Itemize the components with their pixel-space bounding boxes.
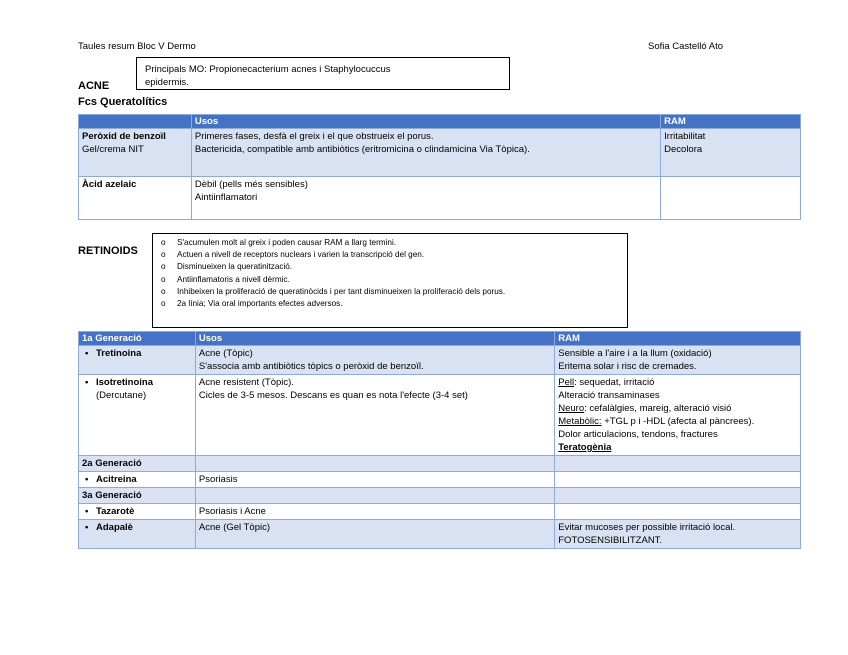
ram-neuro-label: Neuro [558, 403, 585, 414]
list-item: o 2a línia; Via oral importants efectes adversos. [161, 298, 627, 310]
generation-label: 2a Generació [82, 458, 142, 469]
header-cell-usos: Usos [191, 115, 660, 129]
table-row [79, 488, 801, 504]
header-cell-ram: RAM [661, 115, 801, 129]
table-row [79, 375, 801, 456]
ram-line: Eritema solar i risc de cremades. [558, 361, 697, 372]
usos-line: Acne (Tòpic) [198, 348, 253, 359]
drug-name: Àcid azelaic [82, 179, 137, 190]
usos-line: Primeres fases, desfà el greix i el que obstrueix el porus. [194, 131, 434, 142]
retinoids-info-box [152, 233, 628, 328]
usos-line: Aintiinflamatori [194, 192, 258, 203]
table-row [79, 504, 801, 520]
mo-line-2: epidermis. [145, 77, 189, 88]
ram-line [558, 415, 797, 428]
ram-line: Alteració transaminases [558, 390, 660, 401]
header-cell-generacio: 1a Generació [79, 332, 196, 346]
queratolitics-title: Fcs Queratolítics [78, 96, 168, 108]
generation-label: 3a Generació [82, 490, 142, 501]
ram-line: Decolora [664, 144, 703, 155]
retinoids-table [78, 331, 801, 549]
ram-pell-text: : sequedat, irritació [574, 377, 655, 388]
table-header-row [79, 115, 801, 129]
header-cell-empty [79, 115, 192, 129]
table-row [79, 177, 801, 220]
list-item: o Antiinflamatoris a nivell dèrmic. [161, 274, 627, 286]
usos-line: Dèbil (pells més sensibles) [194, 179, 308, 190]
list-item: o Disminueixen la queratinització. [161, 261, 627, 273]
usos-line: S'associa amb antibiòtics tòpics o peròxid de benzoïl. [198, 361, 424, 372]
table-row [79, 520, 801, 549]
usos-line: Bactericida, compatible amb antibiòtics (eritromicina o clindamicina Via Tòpica). [194, 144, 530, 155]
ram-line: Teratogènia [558, 442, 612, 453]
ram-line: Dolor articulacions, tendons, fractures [558, 429, 718, 440]
header-cell-usos: Usos [195, 332, 554, 346]
drug-name: • Adapalè [82, 521, 192, 534]
drug-name: Peròxid de benzoïl [82, 131, 166, 142]
mo-line-1: Principals MO: Propionecacterium acnes i Staphylocuccus [145, 64, 391, 75]
usos-line: Psoriasis [198, 474, 238, 485]
drug-name: • Tretinoina [82, 347, 192, 360]
ram-line [558, 402, 797, 415]
ram-neuro-text: : cefalàlgies, mareig, alteració visió [584, 403, 732, 414]
drug-subname: Gel/crema NIT [82, 144, 144, 155]
list-item: o Actuen a nivell de receptors nuclears i varien la transcripció del gen. [161, 249, 627, 261]
table-header-row [79, 332, 801, 346]
document-header-right: Sofia Castelló Ato [648, 41, 723, 52]
ram-line: Sensible a l'aire i a la llum (oxidació) [558, 348, 712, 359]
table-row [79, 129, 801, 177]
ram-empty [661, 177, 801, 220]
table-row [79, 346, 801, 375]
usos-line: Cicles de 3-5 mesos. Descans es quan es nota l'efecte (3-4 set) [198, 390, 468, 401]
drug-name: • Isotretinoina [82, 376, 192, 389]
drug-name: • Acitreina [82, 473, 192, 486]
list-item: o S'acumulen molt al greix i poden causar RAM a llarg termini. [161, 237, 627, 249]
table-row [79, 456, 801, 472]
usos-line: Acne resistent (Tòpic). [198, 377, 294, 388]
list-item: o Inhibeixen la proliferació de queratinòcids i per tant disminueixen la proliferació dels porus. [161, 286, 627, 298]
ram-line: FOTOSENSIBILITZANT. [558, 535, 663, 546]
usos-line: Acne (Gel Tòpic) [198, 522, 271, 533]
drug-name: • Tazarotè [82, 505, 192, 518]
ram-line: Irritabilitat [664, 131, 706, 142]
ram-metab-label: Metabòlic: [558, 416, 602, 427]
document-header-left: Taules resum Bloc V Dermo [78, 41, 196, 52]
ram-pell-label: Pell [558, 377, 575, 388]
retinoids-title: RETINOIDS [78, 245, 138, 257]
header-cell-ram: RAM [555, 332, 801, 346]
ram-metab-text: +TGL p i -HDL (afecta al pàncrees). [601, 416, 755, 427]
drug-subname: (Dercutane) [96, 390, 147, 401]
acne-title: ACNE [78, 80, 110, 92]
table-row [79, 472, 801, 488]
usos-line: Psoriasis i Acne [198, 506, 266, 517]
ram-line: Evitar mucoses per possible irritació local. [558, 522, 736, 533]
queratolitics-table [78, 114, 801, 220]
ram-line [558, 376, 797, 389]
mo-info-box [136, 57, 510, 90]
